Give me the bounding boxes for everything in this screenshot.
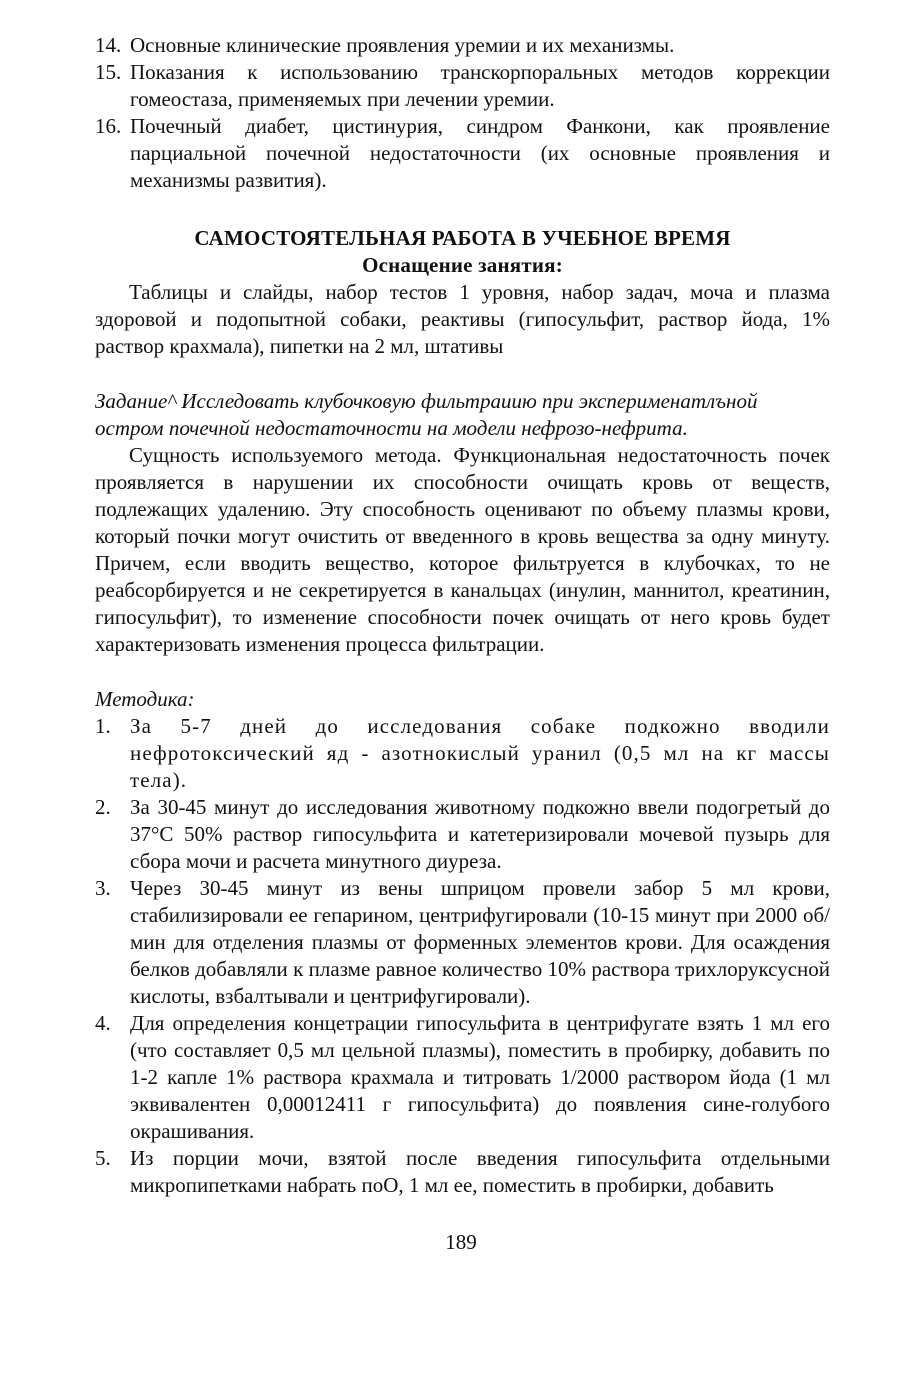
list-item-number: 5. bbox=[95, 1146, 111, 1170]
list-item bbox=[95, 59, 830, 113]
list-item-text: Показания к использованию транскорпоральных методов коррекции гомеостаза, применяемых при лечении уремии. bbox=[130, 60, 830, 111]
list-item bbox=[95, 875, 830, 1010]
list-item-number: 2. bbox=[95, 795, 111, 819]
list-item bbox=[95, 713, 830, 794]
page-number: 189 bbox=[445, 1230, 477, 1254]
list-item-text: Из порции мочи, взятой после введения гипосульфита отдельными микропипетками набрать поО, 1 мл ее, поместить в пробирки, добавить bbox=[130, 1146, 830, 1197]
method-essence-paragraph: Сущность используемого метода. Функциональная недостаточность почек проявляется в нарушении их способности очищать кровь от веществ, подлежащих удалению. Эту способность оценивают по объему плазмы крови, который почки могут очистить от введенного в кровь вещества за одну минуту. Причем, если вводить вещество, которое фильтруется в клубочках, то не реабсорбируется и не секретируется в канальцах (инулин, маннитол, креатинин, гипосульфит), то изменение способности почек очищать от него кровь будет характеризовать изменения процесса фильтрации. bbox=[95, 443, 830, 656]
section-title: САМОСТОЯТЕЛЬНАЯ РАБОТА В УЧЕБНОЕ ВРЕМЯ bbox=[194, 226, 731, 250]
list-item-number: 15. bbox=[95, 60, 122, 84]
task-paragraph: Задание^ Исследовать клубочковую фильтраиию при эксперименатлъной остром почечной недостаточности на модели нефрозо-нефрита. bbox=[95, 389, 758, 440]
list-item bbox=[95, 113, 830, 194]
list-item-text: Основные клинические проявления уремии и их механизмы. bbox=[130, 33, 675, 57]
list-item bbox=[95, 1145, 830, 1199]
equipment-paragraph: Таблицы и слайды, набор тестов 1 уровня, набор задач, моча и плазма здоровой и подопытной собаки, реактивы (гипосульфит, раствор йода, 1% раствор крахмала), пипетки на 2 мл, штативы bbox=[95, 280, 830, 358]
list-item-text: Для определения концетрации гипосульфита в центрифугате взять 1 мл его (что составляет 0,5 мл цельной плазмы), поместить в пробирку, добавить по 1-2 капле 1% раствора крахмала и титровать 1/2000 раствором йода (1 мл эквивалентен 0,00012411 г гипосульфита) до появления сине-голубого окрашивания. bbox=[130, 1011, 830, 1143]
equipment-title: Оснащение занятия: bbox=[362, 253, 563, 277]
page-content bbox=[95, 32, 830, 1199]
list-item-number: 16. bbox=[95, 114, 122, 138]
list-item bbox=[95, 32, 830, 59]
question-list bbox=[95, 32, 830, 194]
list-item-number: 4. bbox=[95, 1011, 111, 1035]
list-item bbox=[95, 1010, 830, 1145]
list-item-text: Через 30-45 минут из вены шприцом провели забор 5 мл крови, стабилизировали ее гепарином, центрифугировали (10-15 минут при 2000 об/мин для отделения плазмы от форменных элементов крови. Для осаждения белков добавляли к плазме равное количество 10% раствора трихлоруксусной кислоты, взбалтывали и центрифугировали). bbox=[130, 876, 830, 1008]
list-item-number: 14. bbox=[95, 33, 122, 57]
list-item-text: За 30-45 минут до исследования животному подкожно ввели подогретый до 37°С 50% раствор гипосульфита и катетеризировали мочевой пузырь для сбора мочи и расчета минутного диуреза. bbox=[130, 795, 830, 873]
method-label: Методика: bbox=[95, 687, 195, 711]
list-item-text: Почечный диабет, цистинурия, синдром Фанкони, как проявление парциальной почечной недостаточности (их основные проявления и механизмы развития). bbox=[130, 114, 830, 192]
list-item-text: За 5-7 дней до исследования собаке подкожно вводили нефротоксический яд - азотнокислый уранил (0,5 мл на кг массы тела). bbox=[130, 714, 830, 792]
method-steps-list bbox=[95, 713, 830, 1199]
list-item bbox=[95, 794, 830, 875]
list-item-number: 3. bbox=[95, 876, 111, 900]
list-item-number: 1. bbox=[95, 714, 111, 738]
